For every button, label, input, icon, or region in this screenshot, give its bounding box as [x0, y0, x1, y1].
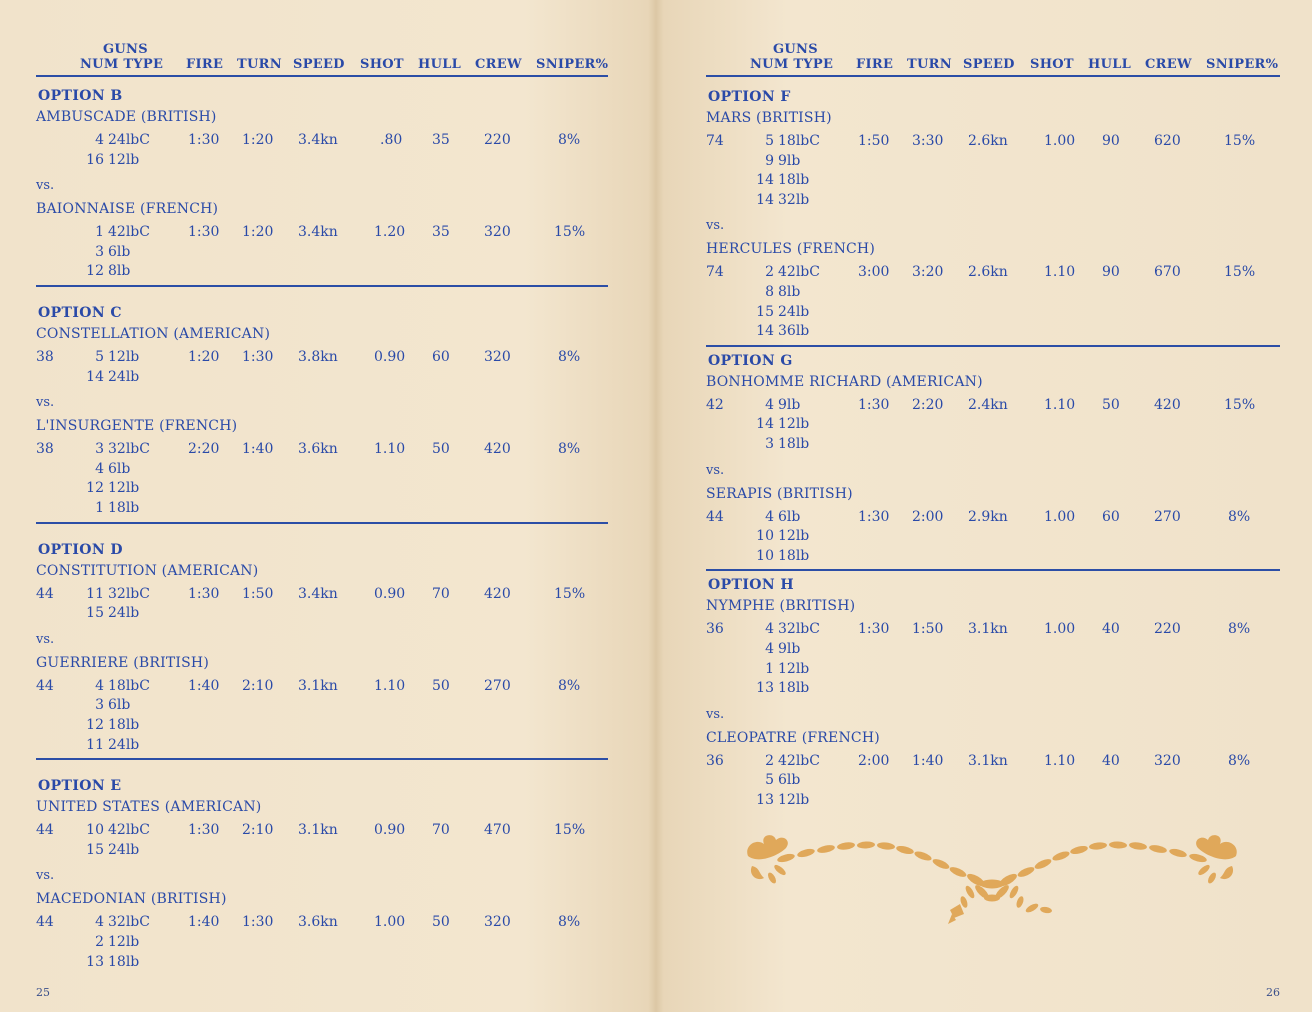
gun-row — [746, 323, 809, 339]
header-rule — [36, 75, 608, 77]
stat-crew: 420 — [484, 441, 511, 458]
stat-crew: 420 — [484, 585, 511, 602]
stat-shot: 1.00 — [1044, 508, 1076, 525]
option-title: OPTION G — [708, 352, 793, 369]
header-hull: HULL — [418, 57, 462, 72]
gun-row — [76, 369, 139, 385]
ship-name: CONSTELLATION (AMERICAN) — [36, 326, 271, 342]
stat-turn: 1:40 — [242, 441, 274, 458]
gun-row — [76, 441, 150, 457]
stat-shot: 1.00 — [1044, 621, 1076, 638]
header-speed: SPEED — [963, 57, 1015, 72]
stat-fire: 1:50 — [858, 133, 890, 149]
versus-label: vs. — [36, 395, 55, 411]
gun-type: 18lb — [778, 547, 810, 564]
header-fire: FIRE — [186, 57, 224, 72]
gun-type: 32lbC — [108, 585, 150, 602]
gun-row — [746, 153, 800, 169]
option-title: OPTION B — [38, 88, 123, 104]
ship-rating: 42 — [706, 396, 724, 413]
header-shot: SHOT — [1030, 57, 1074, 72]
stat-shot: 0.90 — [374, 349, 406, 365]
versus-label: vs. — [36, 631, 55, 647]
gun-type: 6lb — [108, 460, 131, 477]
stat-fire: 2:00 — [858, 752, 890, 769]
header-hull: HULL — [1088, 57, 1132, 72]
gun-count: 3 — [95, 243, 104, 260]
stat-sniper: 8% — [558, 914, 581, 931]
gun-count: 5 — [765, 772, 774, 789]
ship-rating: 36 — [706, 752, 724, 769]
gun-count: 14 — [756, 191, 774, 208]
gun-type: 9lb — [778, 396, 801, 413]
ship-name: BAIONNAISE (FRENCH) — [36, 201, 219, 218]
gun-row — [76, 717, 139, 733]
versus-label: vs. — [706, 706, 725, 722]
stat-hull: 60 — [1102, 508, 1120, 525]
gun-count: 11 — [86, 585, 104, 602]
page-number: 25 — [36, 986, 50, 999]
header-guns: GUNS — [103, 42, 148, 57]
stat-speed: 3.1kn — [968, 752, 1008, 769]
stat-crew: 470 — [484, 822, 511, 839]
gun-type: 24lb — [778, 303, 810, 320]
gun-count: 12 — [86, 480, 104, 497]
stat-turn: 2:00 — [912, 508, 944, 525]
header-shot: SHOT — [360, 57, 404, 72]
stat-turn: 3:20 — [912, 264, 944, 281]
gun-count: 2 — [765, 264, 774, 281]
gun-count: 13 — [756, 680, 774, 697]
gun-row — [746, 548, 809, 564]
gun-row — [76, 349, 139, 365]
gun-type: 8lb — [108, 263, 131, 280]
stat-fire: 1:40 — [188, 914, 220, 931]
gun-row — [746, 192, 809, 208]
gun-type: 18lbC — [108, 677, 150, 694]
gun-count: 2 — [95, 934, 104, 950]
gun-count: 15 — [86, 605, 104, 622]
gun-row — [76, 586, 150, 602]
gun-count: 16 — [86, 151, 104, 168]
stat-fire: 2:20 — [188, 441, 220, 458]
stat-speed: 3.1kn — [298, 822, 338, 839]
stat-fire: 3:00 — [858, 264, 890, 281]
stat-speed: 3.4kn — [298, 132, 338, 148]
gun-count: 3 — [95, 697, 104, 714]
stat-hull: 50 — [432, 677, 450, 694]
gun-row — [76, 934, 139, 950]
option-title: OPTION D — [38, 541, 123, 558]
stat-fire: 1:30 — [858, 508, 890, 525]
stat-speed: 2.9kn — [968, 508, 1008, 525]
rope-knot-icon — [742, 826, 1242, 926]
stat-crew: 320 — [484, 914, 511, 931]
stat-fire: 1:20 — [188, 349, 220, 365]
gun-count: 12 — [86, 717, 104, 733]
stat-sniper: 8% — [1228, 621, 1251, 638]
stat-hull: 70 — [432, 585, 450, 602]
header-guns: GUNS — [773, 42, 818, 57]
stat-sniper: 15% — [554, 822, 586, 839]
gun-count: 10 — [86, 822, 104, 839]
stat-sniper: 8% — [558, 441, 581, 458]
ship-name: AMBUSCADE (BRITISH) — [36, 109, 217, 125]
gun-row — [746, 641, 800, 657]
stat-crew: 270 — [1154, 508, 1181, 525]
gun-type: 12lb — [108, 349, 140, 365]
ship-name: CLEOPATRE (FRENCH) — [706, 729, 880, 746]
gun-row — [76, 461, 130, 477]
gun-row — [76, 954, 139, 970]
header-fire: FIRE — [856, 57, 894, 72]
gun-row — [746, 436, 809, 452]
gun-type: 12lb — [778, 660, 810, 677]
gun-row — [746, 172, 809, 188]
stat-speed: 2.6kn — [968, 264, 1008, 281]
gun-type: 32lbC — [778, 621, 820, 638]
gun-row — [746, 528, 809, 544]
gun-type: 6lb — [778, 772, 801, 789]
gun-count: 1 — [765, 660, 774, 677]
gun-type: 24lb — [108, 605, 140, 622]
option-divider — [706, 569, 1280, 571]
stat-hull: 70 — [432, 822, 450, 839]
stat-turn: 1:50 — [912, 621, 944, 638]
stat-crew: 320 — [1154, 752, 1181, 769]
gun-count: 3 — [95, 441, 104, 458]
gun-row — [746, 397, 800, 413]
ship-rating: 38 — [36, 441, 54, 458]
ship-rating: 74 — [706, 133, 724, 149]
gun-type: 42lbC — [778, 752, 820, 769]
gun-count: 4 — [765, 396, 774, 413]
gun-type: 24lb — [108, 841, 140, 858]
stat-crew: 220 — [1154, 621, 1181, 638]
gun-count: 13 — [756, 792, 774, 808]
gun-count: 4 — [95, 132, 104, 148]
gun-row — [746, 792, 809, 808]
stat-hull: 90 — [1102, 133, 1120, 149]
gun-type: 32lb — [778, 191, 810, 208]
gun-count: 11 — [86, 736, 104, 753]
stat-crew: 320 — [484, 224, 511, 241]
gun-count: 4 — [765, 508, 774, 525]
stat-crew: 270 — [484, 677, 511, 694]
stat-sniper: 8% — [558, 132, 581, 148]
gun-row — [746, 416, 809, 432]
gun-count: 4 — [765, 621, 774, 638]
stat-hull: 90 — [1102, 264, 1120, 281]
gun-count: 10 — [756, 528, 774, 545]
header-num-type: NUM TYPE — [750, 57, 834, 72]
option-divider — [706, 345, 1280, 347]
gun-type: 18lb — [108, 500, 140, 516]
gun-count: 4 — [95, 460, 104, 477]
header-crew: CREW — [1145, 57, 1192, 72]
stat-turn: 1:50 — [242, 585, 274, 602]
page-number: 26 — [1266, 986, 1280, 999]
gun-type: 36lb — [778, 323, 810, 340]
gun-row — [76, 224, 150, 240]
gun-count: 4 — [765, 641, 774, 657]
gun-count: 9 — [765, 152, 774, 169]
gun-type: 18lb — [108, 953, 140, 970]
gun-row — [76, 132, 150, 148]
stat-fire: 1:30 — [188, 224, 220, 241]
stat-turn: 1:20 — [242, 132, 274, 148]
stat-turn: 1:30 — [242, 914, 274, 931]
gun-row — [746, 680, 809, 696]
option-divider — [36, 522, 608, 524]
gun-row — [76, 152, 139, 168]
ship-rating: 44 — [36, 585, 54, 602]
gun-row — [746, 304, 809, 320]
gun-row — [746, 621, 820, 637]
header-rule — [706, 75, 1280, 77]
stat-shot: 1.00 — [1044, 133, 1076, 149]
stat-hull: 50 — [1102, 396, 1120, 413]
stat-fire: 1:30 — [858, 396, 890, 413]
stat-hull: 40 — [1102, 752, 1120, 769]
gun-count: 4 — [95, 914, 104, 931]
stat-fire: 1:30 — [188, 132, 220, 148]
stat-hull: 40 — [1102, 621, 1120, 638]
gun-type: 12lb — [778, 416, 810, 433]
gun-type: 18lb — [778, 680, 810, 697]
gun-type: 12lb — [778, 792, 810, 808]
header-speed: SPEED — [293, 57, 345, 72]
left-page — [36, 0, 608, 1012]
gun-row — [76, 914, 150, 930]
gun-type: 9lb — [778, 641, 801, 657]
header-crew: CREW — [475, 57, 522, 72]
versus-label: vs. — [706, 462, 725, 478]
gun-row — [76, 605, 139, 621]
gun-count: 3 — [765, 436, 774, 452]
option-title: OPTION E — [38, 778, 122, 795]
stat-turn: 2:20 — [912, 396, 944, 413]
stat-crew: 620 — [1154, 133, 1181, 149]
stat-speed: 3.1kn — [298, 677, 338, 694]
stat-speed: 3.4kn — [298, 585, 338, 602]
gun-type: 24lb — [108, 736, 140, 753]
stat-turn: 1:40 — [912, 752, 944, 769]
ship-rating: 44 — [36, 822, 54, 839]
ship-name: BONHOMME RICHARD (AMERICAN) — [706, 373, 983, 390]
stat-sniper: 15% — [1224, 264, 1256, 281]
ship-name: SERAPIS (BRITISH) — [706, 485, 853, 502]
stat-shot: 0.90 — [374, 585, 406, 602]
stat-sniper: 15% — [554, 224, 586, 241]
ship-rating: 44 — [36, 914, 54, 931]
header-sniper: SNIPER% — [1206, 57, 1279, 72]
stat-sniper: 8% — [558, 677, 581, 694]
ship-name: CONSTITUTION (AMERICAN) — [36, 562, 259, 579]
gun-count: 10 — [756, 547, 774, 564]
stat-speed: 3.6kn — [298, 914, 338, 931]
gun-row — [76, 678, 150, 694]
gun-count: 4 — [95, 677, 104, 694]
stat-sniper: 8% — [1228, 508, 1251, 525]
stat-sniper: 8% — [558, 349, 581, 365]
header-num-type: NUM TYPE — [80, 57, 164, 72]
gun-count: 14 — [756, 172, 774, 189]
option-divider — [36, 758, 608, 760]
stat-speed: 3.8kn — [298, 349, 338, 365]
gun-row — [746, 264, 820, 280]
header-sniper: SNIPER% — [536, 57, 609, 72]
gun-type: 12lb — [778, 528, 810, 545]
stat-speed: 3.4kn — [298, 224, 338, 241]
gun-type: 42lbC — [108, 822, 150, 839]
stat-shot: 1.10 — [1044, 264, 1076, 281]
stat-shot: 1.20 — [374, 224, 406, 241]
gun-row — [746, 133, 820, 149]
stat-shot: 1.00 — [374, 914, 406, 931]
stat-shot: 0.90 — [374, 822, 406, 839]
gun-type: 12lb — [108, 151, 140, 168]
stat-sniper: 15% — [554, 585, 586, 602]
stat-shot: 1.10 — [1044, 752, 1076, 769]
gun-row — [76, 480, 139, 496]
versus-label: vs. — [36, 178, 55, 194]
gun-type: 12lb — [108, 934, 140, 950]
stat-turn: 2:10 — [242, 677, 274, 694]
gun-count: 1 — [95, 500, 104, 516]
ship-name: L'INSURGENTE (FRENCH) — [36, 418, 238, 435]
stat-sniper: 8% — [1228, 752, 1251, 769]
stat-fire: 1:30 — [858, 621, 890, 638]
header-turn: TURN — [237, 57, 282, 72]
gun-type: 12lb — [108, 480, 140, 497]
ship-rating: 36 — [706, 621, 724, 638]
header-turn: TURN — [907, 57, 952, 72]
stat-hull: 35 — [432, 224, 450, 241]
ship-name: MARS (BRITISH) — [706, 110, 832, 126]
option-title: OPTION H — [708, 577, 794, 594]
stat-shot: .80 — [380, 132, 403, 148]
stat-shot: 1.10 — [374, 441, 406, 458]
stat-speed: 3.1kn — [968, 621, 1008, 638]
stat-crew: 220 — [484, 132, 511, 148]
stat-shot: 1.10 — [374, 677, 406, 694]
gun-type: 6lb — [108, 697, 131, 714]
gun-row — [76, 822, 150, 838]
stat-turn: 3:30 — [912, 133, 944, 149]
stat-fire: 1:30 — [188, 822, 220, 839]
stat-crew: 670 — [1154, 264, 1181, 281]
stat-shot: 1.10 — [1044, 396, 1076, 413]
stat-crew: 320 — [484, 349, 511, 365]
gun-count: 14 — [756, 323, 774, 340]
stat-hull: 35 — [432, 132, 450, 148]
stat-hull: 50 — [432, 914, 450, 931]
gun-count: 1 — [95, 224, 104, 241]
gun-row — [746, 772, 800, 788]
ship-rating: 44 — [36, 677, 54, 694]
gun-count: 14 — [756, 416, 774, 433]
option-divider — [36, 285, 608, 287]
stat-hull: 50 — [432, 441, 450, 458]
option-title: OPTION C — [38, 305, 122, 321]
stat-turn: 1:20 — [242, 224, 274, 241]
gun-count: 12 — [86, 263, 104, 280]
stat-sniper: 15% — [1224, 133, 1256, 149]
gun-type: 24lbC — [108, 132, 150, 148]
gun-count: 15 — [86, 841, 104, 858]
gun-type: 18lb — [778, 436, 810, 452]
stat-turn: 2:10 — [242, 822, 274, 839]
gun-count: 5 — [765, 133, 774, 149]
ship-name: GUERRIERE (BRITISH) — [36, 654, 209, 671]
gun-type: 18lbC — [778, 133, 820, 149]
gun-row — [76, 737, 139, 753]
gun-type: 32lbC — [108, 914, 150, 931]
stat-fire: 1:30 — [188, 585, 220, 602]
gun-row — [746, 284, 800, 300]
gun-count: 5 — [95, 349, 104, 365]
stat-speed: 3.6kn — [298, 441, 338, 458]
gun-row — [76, 500, 139, 516]
gun-type: 6lb — [108, 243, 131, 260]
gun-row — [76, 244, 130, 260]
gun-type: 24lb — [108, 368, 140, 385]
gun-type: 18lb — [108, 717, 140, 733]
gun-type: 6lb — [778, 508, 801, 525]
ship-rating: 74 — [706, 264, 724, 281]
stat-speed: 2.6kn — [968, 133, 1008, 149]
stat-hull: 60 — [432, 349, 450, 365]
gun-type: 18lb — [778, 172, 810, 189]
ship-name: UNITED STATES (AMERICAN) — [36, 799, 262, 816]
ship-rating: 44 — [706, 508, 724, 525]
gun-row — [76, 697, 130, 713]
versus-label: vs. — [706, 218, 725, 234]
gun-row — [746, 753, 820, 769]
stat-turn: 1:30 — [242, 349, 274, 365]
ship-name: NYMPHE (BRITISH) — [706, 598, 856, 615]
stat-sniper: 15% — [1224, 396, 1256, 413]
stat-speed: 2.4kn — [968, 396, 1008, 413]
gun-type: 8lb — [778, 284, 801, 300]
gun-count: 8 — [765, 284, 774, 300]
ship-name: MACEDONIAN (BRITISH) — [36, 891, 227, 908]
gun-row — [76, 842, 139, 858]
gun-type: 32lbC — [108, 441, 150, 458]
stat-fire: 1:40 — [188, 677, 220, 694]
gun-count: 15 — [756, 303, 774, 320]
gun-row — [76, 263, 130, 279]
gun-type: 42lbC — [778, 264, 820, 281]
gun-count: 13 — [86, 953, 104, 970]
versus-label: vs. — [36, 868, 55, 884]
option-title: OPTION F — [708, 89, 791, 105]
gun-type: 42lbC — [108, 224, 150, 241]
stat-crew: 420 — [1154, 396, 1181, 413]
gun-count: 2 — [765, 752, 774, 769]
gun-type: 9lb — [778, 152, 801, 169]
gun-count: 14 — [86, 368, 104, 385]
gun-row — [746, 661, 809, 677]
ship-name: HERCULES (FRENCH) — [706, 241, 876, 258]
gun-row — [746, 509, 800, 525]
ship-rating: 38 — [36, 349, 54, 365]
